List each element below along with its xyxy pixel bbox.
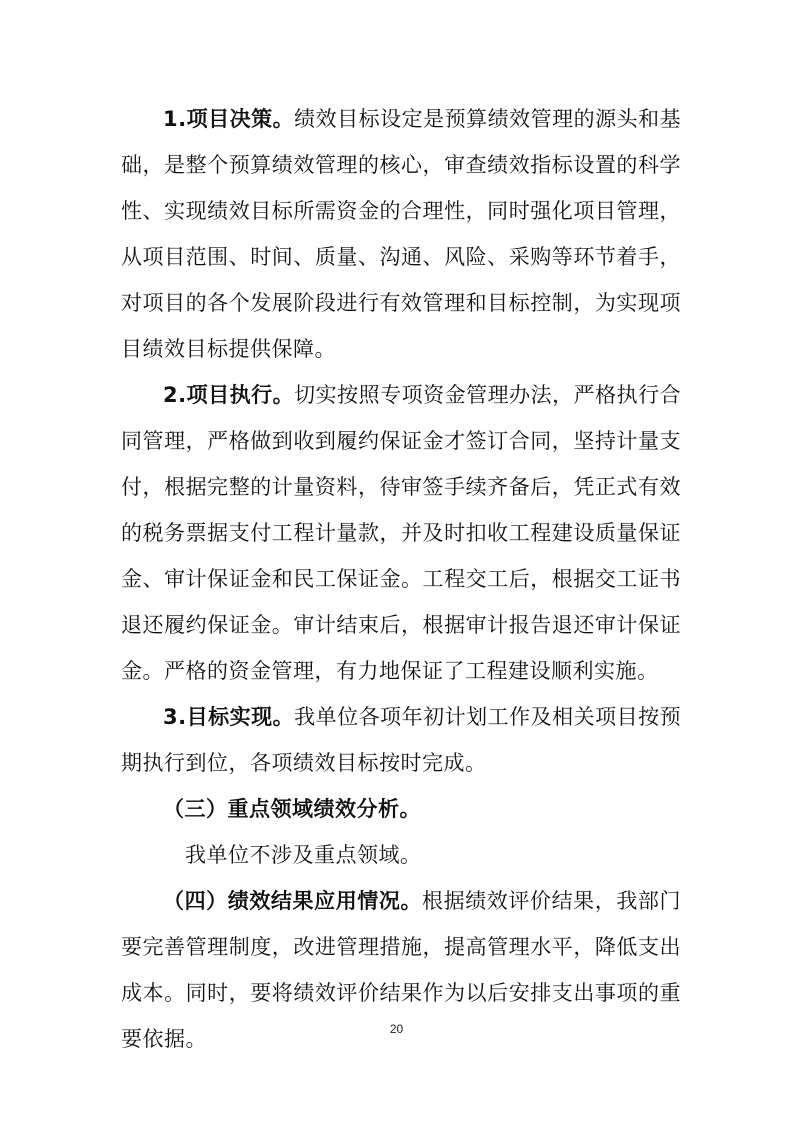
paragraph-text: 根据绩效评价结果，我部门 bbox=[422, 889, 682, 913]
section-heading-inline: 1.项目决策。 bbox=[163, 107, 295, 131]
section-heading: （三）重点领域绩效分析。 bbox=[163, 797, 421, 821]
section-heading-inline: 3.目标实现。 bbox=[163, 705, 295, 729]
paragraph-line: 金。严格的资金管理，有力地保证了工程建设顺利实施。 bbox=[121, 659, 659, 683]
paragraph-text: 切实按照专项资金管理办法，严格执行合 bbox=[294, 383, 682, 407]
paragraph-line: 目绩效目标提供保障。 bbox=[121, 337, 336, 361]
paragraph-line: 要完善管理制度，改进管理措施，提高管理水平，降低支出 bbox=[121, 935, 681, 959]
paragraph-text: 我单位各项年初计划工作及相关项目按预 bbox=[294, 705, 682, 729]
paragraph-line: 付，根据完整的计量资料，待审签手续齐备后，凭正式有效 bbox=[121, 475, 681, 499]
paragraph-line: 成本。同时，要将绩效评价结果作为以后安排支出事项的重 bbox=[121, 981, 681, 1005]
paragraph-line: 期执行到位，各项绩效目标按时完成。 bbox=[121, 751, 487, 775]
paragraph-text: 绩效目标设定是预算绩效管理的源头和基 bbox=[294, 107, 682, 131]
paragraph-line: 础，是整个预算绩效管理的核心，审查绩效指标设置的科学 bbox=[121, 153, 681, 177]
paragraph-line: 从项目范围、时间、质量、沟通、风险、采购等环节着手， bbox=[121, 245, 681, 269]
section-heading-inline: （四）绩效结果应用情况。 bbox=[163, 889, 423, 913]
paragraph-line: 对项目的各个发展阶段进行有效管理和目标控制，为实现项 bbox=[121, 291, 681, 315]
paragraph-line: 要依据。 bbox=[121, 1027, 207, 1051]
paragraph-line: 金、审计保证金和民工保证金。工程交工后，根据交工证书 bbox=[121, 567, 681, 591]
paragraph-line bbox=[163, 96, 681, 142]
paragraph-line bbox=[163, 694, 681, 740]
paragraph-line: 性、实现绩效目标所需资金的合理性，同时强化项目管理， bbox=[121, 199, 681, 223]
paragraph-line bbox=[163, 372, 681, 418]
paragraph-line: 我单位不涉及重点领域。 bbox=[185, 843, 422, 867]
paragraph-line: 同管理，严格做到收到履约保证金才签订合同，坚持计量支 bbox=[121, 429, 681, 453]
paragraph-line bbox=[163, 878, 681, 924]
page-number: 20 bbox=[389, 1022, 404, 1036]
paragraph-line: 的税务票据支付工程计量款，并及时扣收工程建设质量保证 bbox=[121, 521, 681, 545]
section-heading-inline: 2.项目执行。 bbox=[163, 383, 295, 407]
paragraph-line: 退还履约保证金。审计结束后，根据审计报告退还审计保证 bbox=[121, 613, 681, 637]
